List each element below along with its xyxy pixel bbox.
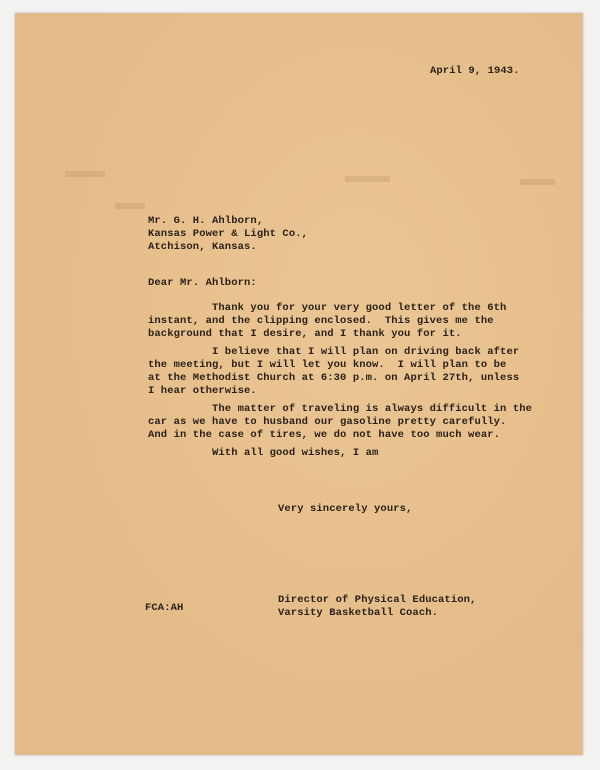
bleed-through-mark <box>65 171 105 177</box>
bleed-through-mark <box>115 203 145 209</box>
reference-initials: FCA:AH <box>145 602 184 614</box>
recipient-address <box>148 215 308 254</box>
bleed-through-mark <box>345 176 390 182</box>
complimentary-closing: Very sincerely yours, <box>278 503 413 515</box>
good-wishes-line: With all good wishes, I am <box>148 447 379 459</box>
recipient-city: Atchison, Kansas. <box>148 241 257 253</box>
letter-date: April 9, 1943. <box>430 65 520 77</box>
salutation: Dear Mr. Ahlborn: <box>148 277 257 289</box>
body-paragraph-1: Thank you for your very good letter of the 6th instant, and the clipping enclosed. This gives me the background that I desire, and I thank you for it. <box>148 302 507 340</box>
body-paragraph-3: The matter of traveling is always difficult in the car as we have to husband our gasoline pretty carefully. And in the case of tires, we do not have too much wear. <box>148 403 533 441</box>
recipient-company: Kansas Power & Light Co., <box>148 228 309 240</box>
signature-title-1: Director of Physical Education, <box>278 594 477 606</box>
signature-title-2: Varsity Basketball Coach. <box>278 607 439 619</box>
body-paragraph-2: I believe that I will plan on driving back after the meeting, but I will let you know. I will plan to be at the Methodist Church at 6:30 p.m. on April 27th, unless I hear otherwise. <box>148 346 520 397</box>
recipient-name: Mr. G. H. Ahlborn, <box>148 215 264 227</box>
signature-block <box>278 594 476 620</box>
bleed-through-mark <box>520 179 555 185</box>
